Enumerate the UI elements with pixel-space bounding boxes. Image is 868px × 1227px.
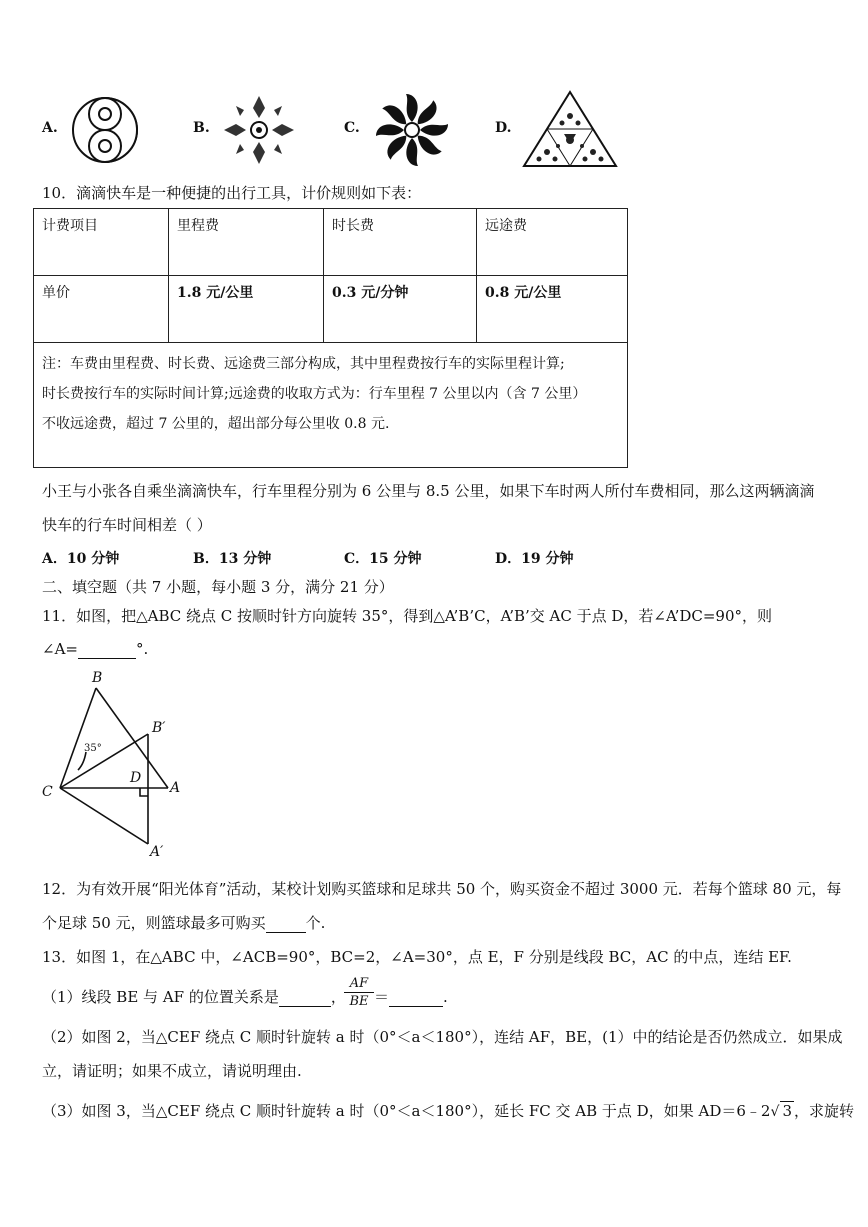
period: . (443, 988, 448, 1006)
table-header-row (34, 209, 628, 276)
answer-blank (266, 914, 306, 933)
answer-blank (389, 988, 443, 1007)
q10-question-line: 小王与小张各自乘坐滴滴快车，行车里程分别为 6 公里与 8.5 公里，如果下车时两人所付车费相同，那么这两辆滴滴 (42, 482, 815, 500)
label-b: B (92, 670, 103, 686)
q12-line1: 12．为有效开展“阳光体育”活动，某校计划购买篮球和足球共 50 个，购买资金不超过 3000 元．若每个篮球 80 元，每 (42, 880, 842, 898)
q12-text-prefix: 个足球 50 元，则篮球最多可购买 (42, 914, 266, 932)
option-a-label: A. (42, 120, 58, 136)
fare-table (33, 208, 628, 468)
triangle-rotation-figure (38, 668, 188, 868)
label-a-prime: A′ (150, 844, 164, 860)
choice-d: D．19 分钟 (495, 551, 574, 567)
option-d-label: D. (495, 120, 512, 136)
choice-b: B．13 分钟 (193, 551, 272, 567)
radical-sign: √ (770, 1104, 780, 1120)
choice-c: C．15 分钟 (344, 551, 422, 567)
radicand: 3 (782, 1102, 792, 1120)
angle-label: 35° (84, 743, 102, 754)
fraction-numerator: AF (349, 976, 369, 991)
table-cell-unit: 单价 (34, 276, 169, 343)
q11-line1: 11．如图，把△ABC 绕点 C 按顺时针方向旋转 35°，得到△A’B’C，A’B’交 AC 于点 D，若∠A’DC=90°，则 (42, 607, 773, 625)
q11-line2 (42, 640, 148, 659)
table-header-time: 时长费 (324, 209, 477, 276)
ornament-cross-icon (220, 92, 298, 172)
answer-blank (279, 988, 331, 1007)
table-note (34, 343, 628, 468)
sqrt-expression (770, 1102, 794, 1120)
yin-yang-icon (70, 95, 140, 169)
q13-part3-prefix: （3）如图 3，当△CEF 绕点 C 顺时针旋转 a 时（0°＜a＜180°），延长 FC 交 AB 于点 D，如果 AD＝6﹣2 (42, 1102, 771, 1120)
q12-text-suffix: 个. (305, 914, 326, 932)
label-d: D (130, 770, 142, 786)
table-header-mileage: 里程费 (169, 209, 324, 276)
q10-question-line: 快车的行车时间相差（ ） (42, 516, 212, 534)
section-heading: 二、填空题（共 7 小题，每小题 3 分，满分 21 分） (42, 578, 394, 596)
note-line: 时长费按行车的实际时间计算;远途费的收取方式为：行车里程 7 公里以内（含 7 公里） (42, 386, 587, 402)
answer-blank (78, 640, 136, 659)
fraction-denominator: BE (349, 994, 369, 1009)
choice-a: A．10 分钟 (42, 551, 120, 567)
swirl-flower-icon (372, 90, 452, 174)
option-c-label: C. (344, 120, 360, 136)
table-note-row (34, 343, 628, 468)
table-row (34, 276, 628, 343)
fraction-bar (344, 992, 374, 993)
q11-angle-prefix: ∠A= (42, 640, 78, 658)
q12-line2 (42, 912, 325, 933)
label-c: C (42, 784, 53, 800)
q13-part1-prefix: （1）线段 BE 与 AF 的位置关系是 (42, 988, 279, 1006)
table-header-long-distance: 远途费 (477, 209, 628, 276)
label-a: A (170, 780, 181, 796)
q13-part2-line1: （2）如图 2，当△CEF 绕点 C 顺时针旋转 a 时（0°＜a＜180°），连结 AF，BE，(1）中的结论是否仍然成立．如果成 (42, 1028, 843, 1046)
table-cell-long-distance-rate: 0.8 元/公里 (477, 276, 628, 343)
fractal-triangle-icon (522, 90, 618, 172)
q13-comma: ， (330, 988, 346, 1006)
table-header-item: 计费项目 (34, 209, 169, 276)
equals-sign: ＝ (374, 988, 390, 1006)
option-b-label: B. (193, 120, 210, 136)
q13-part1-end (374, 986, 448, 1007)
q11-degree-suffix: °. (135, 640, 149, 658)
table-cell-mileage-rate: 1.8 元/公里 (169, 276, 324, 343)
q13-part3-suffix: ，求旋转 (793, 1102, 854, 1120)
q13-part3-line1 (42, 1100, 854, 1121)
q10-stem: 10．滴滴快车是一种便捷的出行工具，计价规则如下表： (42, 184, 422, 202)
q13-line1: 13．如图 1，在△ABC 中，∠ACB=90°，BC=2，∠A=30°，点 E，F 分别是线段 BC，AC 的中点，连结 EF. (42, 948, 792, 966)
q13-part1 (42, 986, 346, 1007)
q13-part2-line2: 立，请证明；如果不成立，请说明理由. (42, 1062, 302, 1080)
table-cell-time-rate: 0.3 元/分钟 (324, 276, 477, 343)
label-b-prime: B′ (152, 720, 166, 736)
note-line: 不收远途费，超过 7 公里的，超出部分每公里收 0.8 元. (42, 416, 390, 432)
note-line: 注：车费由里程费、时长费、远途费三部分构成，其中里程费按行车的实际里程计算; (42, 356, 565, 372)
fraction-af-be (344, 976, 374, 1009)
